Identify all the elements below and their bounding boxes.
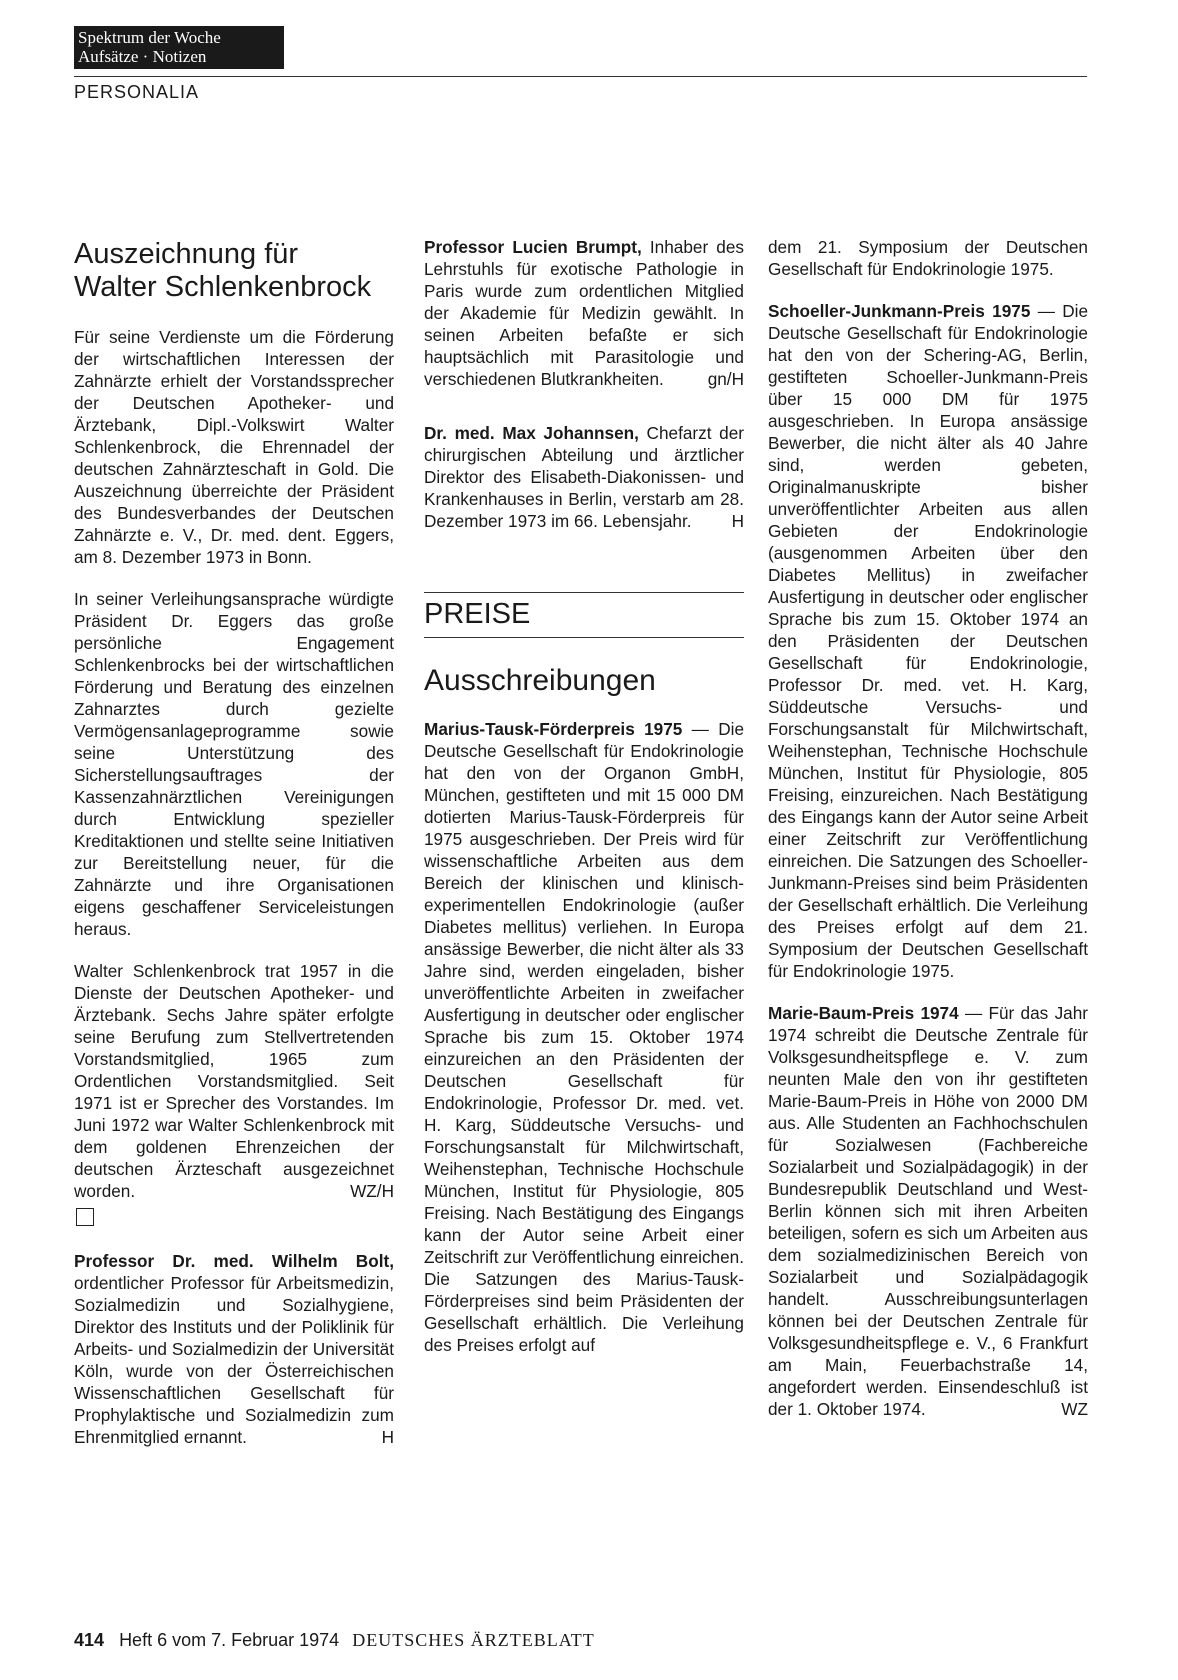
section-tag-line1: Spektrum der Woche xyxy=(78,28,221,47)
paragraph-text: — Die Deutsche Gesellschaft für Endokrinologie hat den von der Organon GmbH, München, gestifteten und mit 15 000 DM dotierten Marius-Tausk-Förderpreis für 1975 ausgeschrieben. Der Preis wird für wissenschaftliche Arbeiten aus dem Bereich der klinischen und klinisch-experimentellen Endokrinologie (außer Diabetes mellitus) verliehen. In Europa ansässige Bewerber, die nicht älter als 33 Jahre sind, werden eingeladen, bisher unveröffentlichte Arbeiten in zweifacher Ausfertigung in deutscher oder englischer Sprache bis zum 15. Oktober 1974 einzureichen an den Präsidenten der Deutschen Gesellschaft für Endokrinologie, Professor Dr. med. vet. H. Karg, Süddeutsche Versuchs- und Forschungsanstalt für Milchwirtschaft, Weihenstephan, Technische Hochschule München, Institut für Physiologie, 805 Freising. Nach Bestätigung des Eingangs kann der Autor seine Arbeit einer Zeitschrift zur Veröffentlichung einreichen. Die Satzungen des Marius-Tausk-Förderpreises sind beim Präsidenten der Gesellschaft erhältlich. Die Verleihung des Preises erfolgt auf xyxy=(424,719,744,1355)
column-right xyxy=(768,236,1088,1440)
paragraph: Für seine Verdienste um die Förderung der wirtschaftlichen Interessen der Zahnärzte erhielt der Vorstandssprecher der Deutschen Apotheker- und Ärztebank, Dipl.-Volkswirt Walter Schlenkenbrock, die Ehrennadel der deutschen Zahnärzteschaft in Gold. Die Auszeichnung überreichte der Präsident des Bundesverbandes der Deutschen Zahnärzte e. V., Dr. med. dent. Eggers, am 8. Dezember 1973 in Bonn. xyxy=(74,327,394,567)
author-signature: WZ xyxy=(1061,1399,1088,1419)
paragraph: dem 21. Symposium der Deutschen Gesellschaft für Endokrinologie 1975. xyxy=(768,237,1088,279)
section-tag-line2: Aufsätze · Notizen xyxy=(78,47,207,66)
paragraph-lead: Schoeller-Junkmann-Preis 1975 xyxy=(768,301,1031,321)
paragraph xyxy=(768,300,1088,982)
issue-info: Heft 6 vom 7. Februar 1974 xyxy=(119,1630,340,1650)
paragraph-lead: Professor Lucien Brumpt, xyxy=(424,237,642,257)
author-signature: H xyxy=(381,1427,394,1447)
page-footer xyxy=(74,1630,595,1651)
section-heading-block xyxy=(424,592,744,638)
paragraph-text: ordentlicher Professor für Arbeitsmedizin, Sozialmedizin und Sozialhygiene, Direktor des Instituts und der Poliklinik für Arbeits- und Sozialmedizin der Universität Köln, wurde von der Österreichischen Wissenschaftlichen Gesellschaft für Prophylaktische und Sozialmedizin zum Ehrenmitglied ernannt. xyxy=(74,1273,394,1447)
paragraph-lead: Professor Dr. med. Wilhelm Bolt, xyxy=(74,1251,394,1271)
paragraph-text: Chefarzt der chirurgischen Abteilung und ärztlicher Direktor des Elisabeth-Diakonissen- und Krankenhauses in Berlin, verstarb am 28. Dezember 1973 im 66. Lebensjahr. xyxy=(424,423,744,531)
paragraph xyxy=(424,422,744,532)
end-box-icon xyxy=(76,1208,94,1226)
headline-line2: Walter Schlenkenbrock xyxy=(74,271,372,303)
paragraph xyxy=(424,236,744,390)
paragraph-lead: Dr. med. Max Johannsen, xyxy=(424,423,639,443)
paragraph-text: Inhaber des Lehrstuhls für exotische Pathologie in Paris wurde zum ordentlichen Mitglied der Akademie für Medizin gewählt. In seinen Arbeiten befaßte er sich hauptsächlich mit Parasitologie und verschiedenen Blutkrankheiten. xyxy=(424,237,744,389)
paragraph xyxy=(74,960,394,1202)
paragraph: In seiner Verleihungsansprache würdigte Präsident Dr. Eggers das große persönliche Engagement Schlenkenbrocks bei der wirtschaftlichen Förderung und Beratung des einzelnen Zahnarztes durch gezielte Vermögensanlageprogramme sowie seine Unterstützung des Sicherstellungsauftrages der Kassenzahnärztlichen Vereinigungen durch Entwicklung spezieller Kreditaktionen und stellte seine Initiativen zur Bereitstellung neuer, für die Zahnärzte und ihre Organisationen eigens geschaffener Serviceleistungen heraus. xyxy=(74,589,394,939)
paragraph-text: — Für das Jahr 1974 schreibt die Deutsche Zentrale für Volksgesundheitspflege e. V. zum neunten Male den von ihr gestifteten Marie-Baum-Preis in Höhe von 2000 DM aus. Alle Studenten an Fachhochschulen für Sozialwesen (Fachbereiche Sozialarbeit und Sozialpädagogik) in der Bundesrepublik Deutschland und West-Berlin können sich mit ihren Arbeiten beteiligen, sofern es sich um Arbeiten aus dem sozialmedizinischen Bereich von Sozialarbeit und Sozialpädagogik handelt. Ausschreibungsunterlagen können bei der Deutschen Zentrale für Volksgesundheitspflege e. V., 6 Frankfurt am Main, Feuerbachstraße 14, angefordert werden. Einsendeschluß ist der 1. Oktober 1974. xyxy=(768,1003,1089,1419)
paragraph-lead: Marius-Tausk-Förderpreis 1975 xyxy=(424,719,683,739)
section-tag xyxy=(74,26,284,69)
author-signature: gn/H xyxy=(707,369,744,389)
paragraph xyxy=(74,1250,394,1448)
headline-line1: Auszeichnung für xyxy=(74,238,299,270)
section-heading: PREISE xyxy=(424,598,531,630)
top-rule xyxy=(74,76,1087,77)
paragraph-text: — Die Deutsche Gesellschaft für Endokrinologie hat den von der Schering-AG, Berlin, gestifteten Schoeller-Junkmann-Preis über 15 000 DM für 1975 ausgeschrieben. In Europa ansässige Bewerber, die nicht älter als 40 Jahre sind, werden gebeten, Originalmanuskripte bisher unveröffentlichter Arbeiten aus allen Gebieten der Endokrinologie (ausgenommen Arbeiten über den Diabetes Mellitus) in zweifacher Ausfertigung in deutscher oder englischer Sprache bis zum 15. Oktober 1974 an den Präsidenten der Deutschen Gesellschaft für Endokrinologie, Professor Dr. med. vet. H. Karg, Süddeutsche Versuchs- und Forschungsanstalt für Milchwirtschaft, Weihenstephan, Technische Hochschule München, Institut für Physiologie, 805 Freising, einzureichen. Nach Bestätigung des Eingangs kann der Autor seine Arbeit einer Zeitschrift zur Veröffentlichung einreichen. Die Satzungen des Schoeller-Junkmann-Preises sind beim Präsidenten der Gesellschaft erhältlich. Die Verleihung des Preises erfolgt auf dem 21. Symposium der Deutschen Gesellschaft für Endokrinologie 1975. xyxy=(768,301,1089,981)
column-middle xyxy=(424,236,744,1376)
author-signature: H xyxy=(731,511,744,531)
rubric-title: PERSONALIA xyxy=(74,82,200,102)
author-signature: WZ/H xyxy=(350,1181,394,1201)
page-number: 414 xyxy=(74,1630,105,1650)
article-headline xyxy=(74,238,394,304)
magazine-title: DEUTSCHES ÄRZTEBLATT xyxy=(352,1630,595,1650)
paragraph xyxy=(768,1002,1088,1420)
paragraph xyxy=(424,718,744,1356)
column-left xyxy=(74,238,394,1468)
subheading: Ausschreibungen xyxy=(424,664,656,697)
paragraph-lead: Marie-Baum-Preis 1974 xyxy=(768,1003,959,1023)
paragraph-text: Walter Schlenkenbrock trat 1957 in die Dienste der Deutschen Apotheker- und Ärztebank. Sechs Jahre später erfolgte seine Berufung zum Stellvertretenden Vorstandsmitglied, 1965 zum Ordentlichen Vorstandsmitglied. Seit 1971 ist er Sprecher des Vorstandes. Im Juni 1972 war Walter Schlenkenbrock mit dem goldenen Ehrenzeichen der deutschen Ärzteschaft ausgezeichnet worden. xyxy=(74,961,394,1201)
